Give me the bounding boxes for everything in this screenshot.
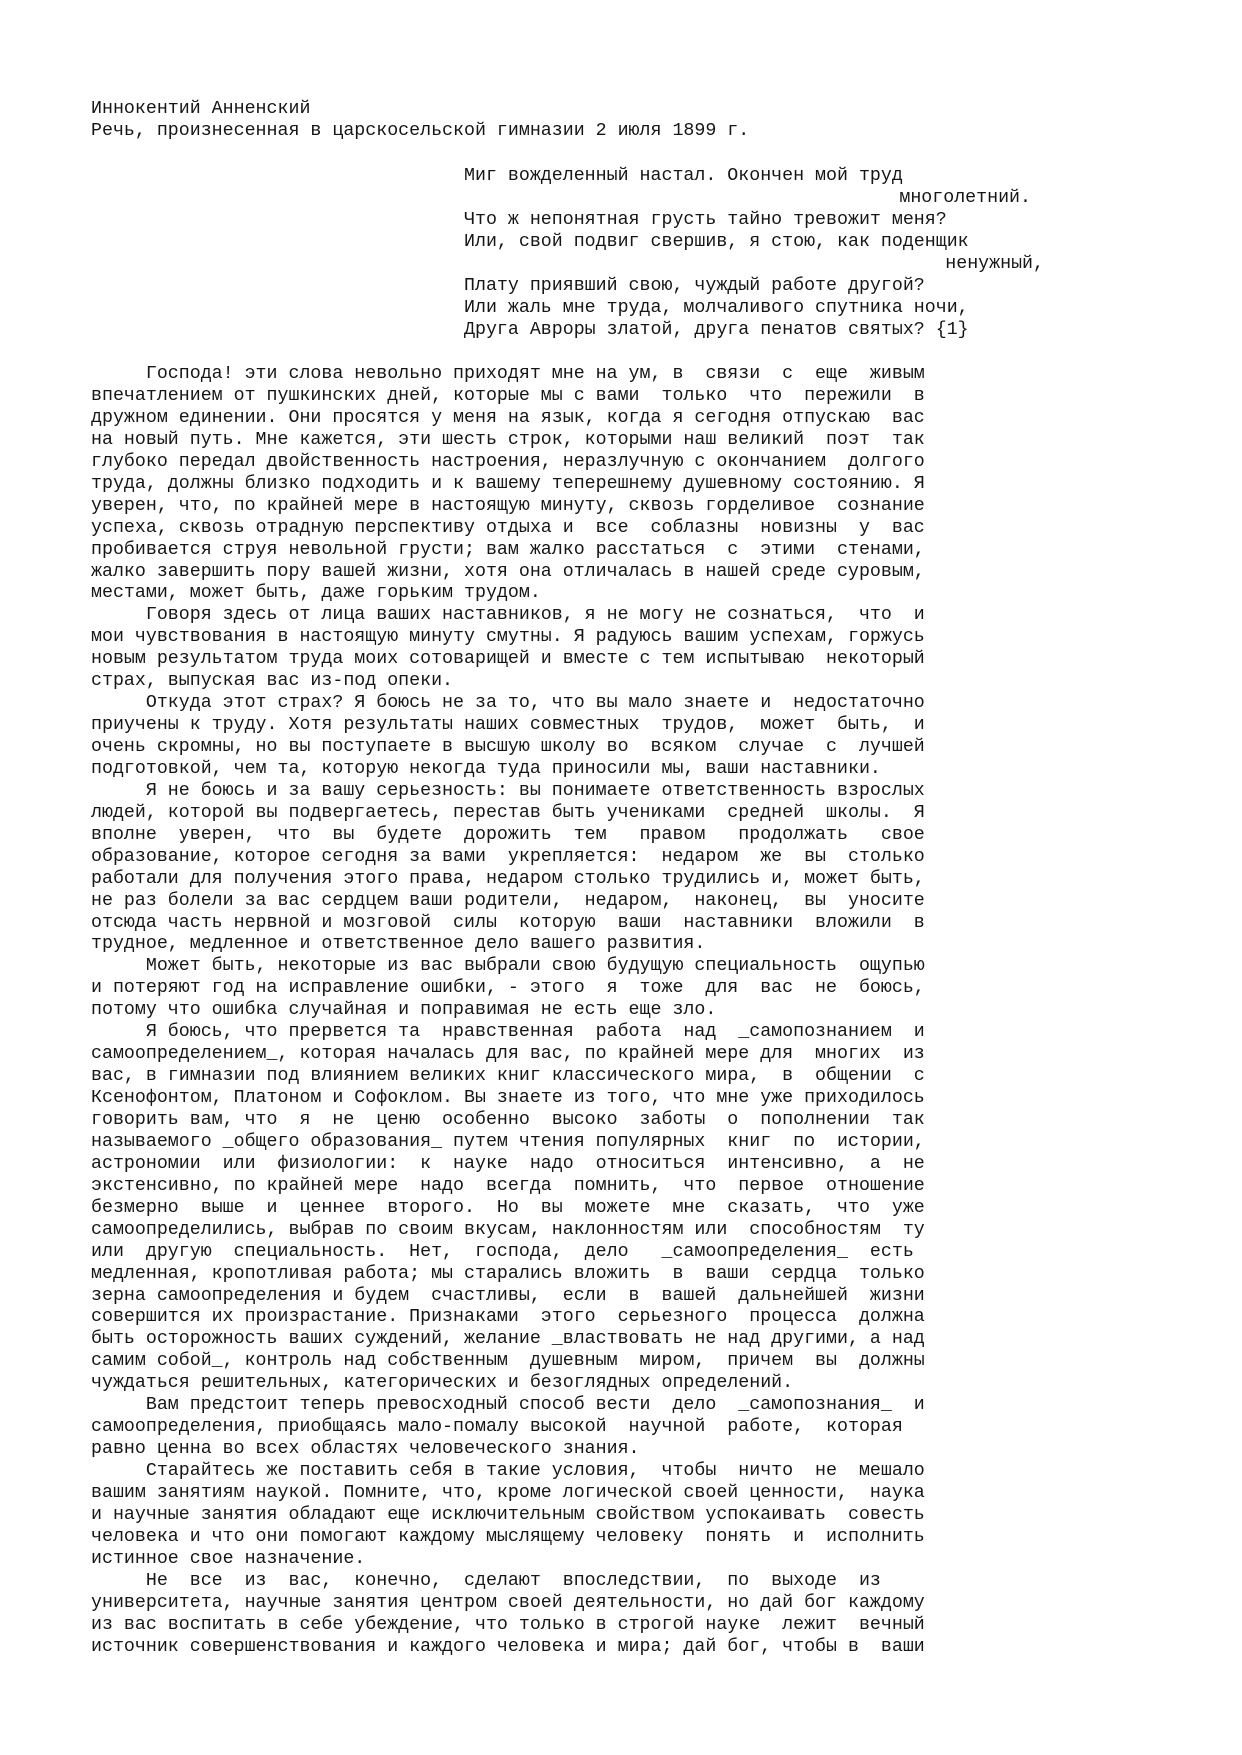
text-line: отсюда часть нервной и мозговой силы которую ваши наставники вложили в [91, 912, 925, 933]
text-line: новым результатом труда моих сотоварищей и вместе с тем испытываю некоторый [91, 649, 925, 670]
text-line: вас, в гимназии под влиянием великих книг классического мира, в общении с [91, 1066, 925, 1087]
epigraph-line: Друга Авроры златой, друга пенатов святых? {1} [464, 320, 969, 340]
text-line: или другую специальность. Нет, господа, дело _самоопределения_ есть [91, 1241, 914, 1262]
text-line: зерна самоопределения и будем счастливы, если в вашей дальнейшей жизни [91, 1285, 925, 1306]
text-line: Я не боюсь и за вашу серьезность: вы понимаете ответственность взрослых [91, 780, 925, 801]
text-line: потому что ошибка случайная и поправимая не есть еще зло. [91, 1000, 717, 1021]
text-line: источник совершенствования и каждого человека и мира; дай бог, чтобы в ваши [91, 1636, 925, 1657]
text-line: жалко завершить пору вашей жизни, хотя она отличалась в нашей среде суровым, [91, 561, 925, 582]
text-line: и научные занятия обладают еще исключительным свойством успокаивать совесть [91, 1504, 925, 1525]
epigraph-line: многолетний. [899, 188, 1031, 208]
text-line: самоопределения, приобщаясь мало-помалу высокой научной работе, которая [91, 1417, 903, 1438]
text-line: работали для получения этого права, недаром столько трудились и, может быть, [91, 868, 925, 889]
text-line: Вам предстоит теперь превосходный способ вести дело _самопознания_ и [91, 1395, 925, 1416]
text-line: мои чувствования в настоящую минуту смутны. Я радуюсь вашим успехам, горжусь [91, 627, 925, 648]
text-line: совершится их произрастание. Признаками этого серьезного процесса должна [91, 1307, 925, 1328]
text-line: быть осторожность ваших суждений, желание _властвовать не над другими, а над [91, 1329, 925, 1350]
text-line: впечатлением от пушкинских дней, которые мы с вами только что пережили в [91, 385, 925, 406]
text-line: Не все из вас, конечно, сделают впоследствии, по выходе из [91, 1570, 881, 1591]
text-line: говорить вам, что я не ценю особенно высоко заботы о пополнении так [91, 1110, 925, 1130]
text-line: местами, может быть, даже горьким трудом. [91, 583, 541, 604]
text-line: Может быть, некоторые из вас выбрали свою будущую специальность ощупью [91, 956, 925, 977]
text-line: называемого _общего образования_ путем чтения популярных книг по истории, [91, 1131, 925, 1152]
text-line: дружном единении. Они просятся у меня на язык, когда я сегодня отпускаю вас [91, 407, 925, 428]
text-line: Говоря здесь от лица ваших наставников, я не могу не сознаться, что и [91, 605, 925, 626]
text-line: страх, выпуская вас из-под опеки. [91, 671, 454, 692]
text-line: людей, которой вы подвергаетесь, перестав быть учениками средней школы. Я [91, 802, 925, 823]
text-line: уверен, что, по крайней мере в настоящую минуту, сквозь горделивое сознание [91, 495, 925, 516]
text-line: и потеряют год на исправление ошибки, - этого я тоже для вас не боюсь, [91, 978, 925, 999]
text-line: Ксенофонтом, Платоном и Софоклом. Вы знаете из того, что мне уже приходилось [91, 1088, 925, 1108]
text-line: подготовкой, чем та, которую некогда туда приносили мы, ваши наставники. [91, 758, 881, 779]
text-line: человека и что они помогают каждому мыслящему человеку понять и исполнить [91, 1526, 925, 1547]
text-line: очень скромны, но вы поступаете в высшую школу во всяком случае с лучшей [91, 737, 925, 757]
text-line: образование, которое сегодня за вами укрепляется: недаром же вы столько [91, 846, 925, 867]
text-line: Старайтесь же поставить себя в такие условия, чтобы ничто не мешало [91, 1461, 925, 1481]
epigraph-line: Или жаль мне труда, молчаливого спутника ночи, [464, 298, 969, 318]
text-line: университета, научные занятия центром своей деятельности, но дай бог каждому [91, 1592, 925, 1613]
text-line: приучены к труду. Хотя результаты наших совместных трудов, может быть, и [91, 715, 925, 735]
text-line: труда, должны близко подходить и к вашему теперешнему душевному состоянию. Я [91, 473, 925, 494]
text-line: Я боюсь, что прервется та нравственная работа над _самопознанием и [91, 1022, 925, 1043]
text-line: глубоко передал двойственность настроения, неразлучную с окончанием долгого [91, 451, 925, 472]
text-line: безмерно выше и ценнее второго. Но вы можете мне сказать, что уже [91, 1197, 925, 1218]
text-line: самоопределились, выбрав по своим вкусам, наклонностям или способностям ту [91, 1219, 925, 1240]
epigraph-line: Или, свой подвиг свершив, я стою, как поденщик [464, 232, 969, 252]
text-line: самим собой_, контроль над собственным душевным миром, причем вы должны [91, 1351, 925, 1372]
text-line: вашим занятиям наукой. Помните, что, кроме логической своей ценности, наука [91, 1482, 925, 1503]
text-line: на новый путь. Мне кажется, эти шесть строк, которыми наш великий поэт так [91, 429, 925, 450]
text-line: равно ценна во всех областях человеческого знания. [91, 1439, 640, 1460]
epigraph-line: Плату приявший свою, чуждый работе другой? [464, 276, 925, 296]
text-line: не раз болели за вас сердцем ваши родители, недаром, наконец, вы уносите [91, 890, 925, 911]
text-line: Господа! эти слова невольно приходят мне на ум, в связи с еще живым [91, 364, 925, 384]
text-line: истинное свое назначение. [91, 1548, 366, 1569]
text-line: астрономии или физиологии: к науке надо относиться интенсивно, а не [91, 1153, 925, 1174]
text-line: вполне уверен, что вы будете дорожить тем правом продолжать свое [91, 824, 925, 845]
text-line: экстенсивно, по крайней мере надо всегда помнить, что первое отношение [91, 1175, 925, 1196]
author-name: Иннокентий Анненский [91, 99, 311, 119]
text-line: успеха, сквозь отрадную перспективу отдыха и все соблазны новизны у вас [91, 517, 925, 538]
epigraph-line: ненужный, [945, 254, 1044, 274]
epigraph-line: Миг вожделенный настал. Окончен мой труд [464, 166, 903, 186]
text-line: Откуда этот страх? Я боюсь не за то, что вы мало знаете и недостаточно [91, 693, 925, 714]
speech-title: Речь, произнесенная в царскосельской гимназии 2 июля 1899 г. [91, 121, 750, 141]
text-line: из вас воспитать в себе убеждение, что только в строгой науке лежит вечный [91, 1614, 925, 1635]
text-line: чуждаться решительных, категорических и безоглядных определений. [91, 1373, 794, 1394]
text-line: медленная, кропотливая работа; мы старались вложить в ваши сердца только [91, 1263, 925, 1284]
epigraph-line: Что ж непонятная грусть тайно тревожит меня? [464, 210, 947, 230]
text-line: трудное, медленное и ответственное дело вашего развития. [91, 934, 706, 955]
text-line: самоопределением_, которая началась для вас, по крайней мере для многих из [91, 1044, 925, 1065]
text-line: пробивается струя невольной грусти; вам жалко расстаться с этими стенами, [91, 539, 925, 560]
